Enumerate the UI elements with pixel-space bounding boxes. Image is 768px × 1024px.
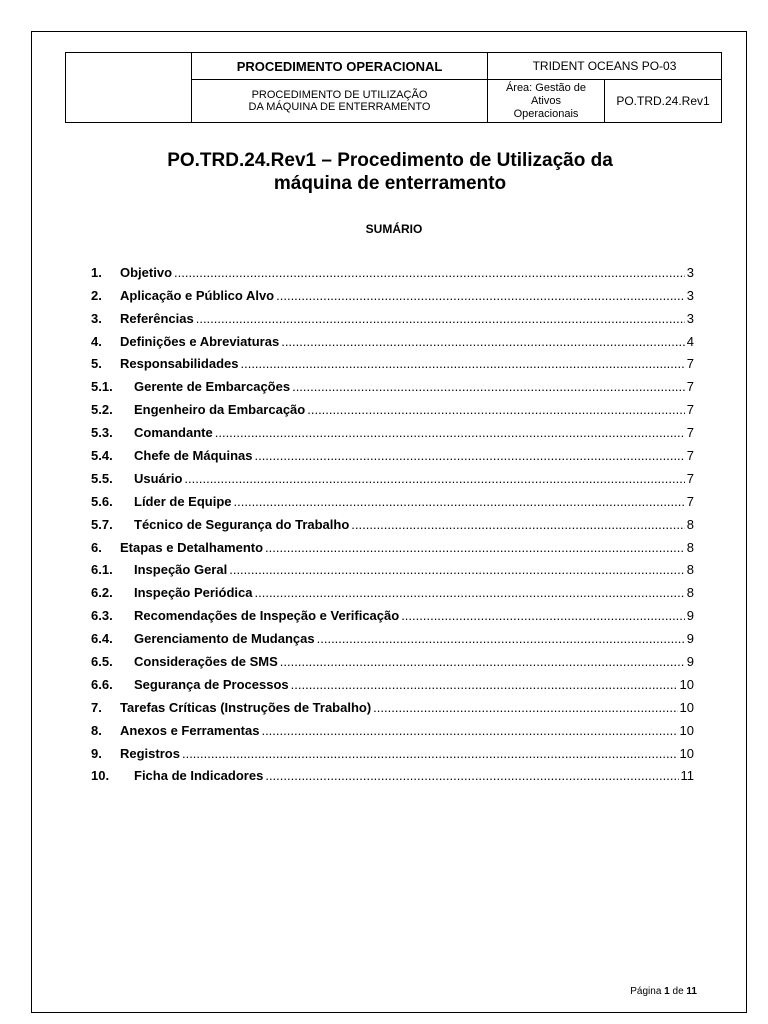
toc-dot-leader — [401, 608, 685, 623]
toc-item-label: Responsabilidades — [120, 356, 239, 372]
toc-dot-leader — [261, 723, 677, 738]
toc-item[interactable] — [91, 509, 694, 532]
toc-item-number: 9. — [91, 745, 102, 761]
toc-item-number: 8. — [91, 722, 102, 738]
header-area — [488, 80, 605, 123]
toc-item-page: 10 — [679, 699, 694, 715]
toc-dot-leader — [280, 654, 685, 669]
toc-item[interactable] — [91, 646, 694, 669]
header-doc-code: PO.TRD.24.Rev1 — [605, 80, 722, 123]
toc-dot-leader — [234, 494, 685, 509]
toc-item-number: 5.5. — [91, 470, 113, 486]
toc-item-label: Engenheiro da Embarcação — [134, 402, 306, 418]
toc-item-page: 10 — [679, 745, 694, 761]
document-title-line2: máquina de enterramento — [273, 173, 507, 194]
toc-item[interactable] — [91, 463, 694, 486]
toc-dot-leader — [215, 425, 685, 440]
toc-item-page: 4 — [686, 333, 694, 349]
toc-item-label: Comandante — [134, 425, 213, 441]
toc-item-page: 3 — [686, 310, 694, 326]
toc-dot-leader — [255, 585, 685, 600]
toc-item[interactable] — [91, 371, 694, 394]
toc-item-number: 1. — [91, 264, 102, 280]
table-of-contents — [91, 257, 694, 783]
toc-item-number: 5.2. — [91, 402, 113, 418]
toc-dot-leader — [307, 402, 685, 417]
toc-item[interactable] — [91, 555, 694, 578]
toc-item-number: 7. — [91, 699, 102, 715]
header-subtitle — [192, 80, 488, 123]
toc-item-label: Segurança de Processos — [134, 676, 289, 692]
toc-item-page: 8 — [686, 585, 694, 601]
header-subtitle-line2: DA MÁQUINA DE ENTERRAMENTO — [248, 101, 431, 113]
toc-dot-leader — [351, 517, 684, 532]
toc-item-number: 10. — [91, 768, 110, 784]
toc-item-number: 6.4. — [91, 631, 113, 647]
toc-item[interactable] — [91, 577, 694, 600]
footer-current-page: 1 — [664, 986, 670, 997]
toc-dot-leader — [265, 540, 685, 555]
footer-total-pages: 11 — [686, 986, 697, 997]
toc-heading: SUMÁRIO — [365, 222, 423, 236]
toc-item-page: 3 — [686, 287, 694, 303]
toc-item-number: 6. — [91, 539, 102, 555]
toc-item-number: 6.2. — [91, 585, 113, 601]
toc-item[interactable] — [91, 303, 694, 326]
toc-item-label: Etapas e Detalhamento — [120, 539, 264, 555]
toc-item-label: Inspeção Geral — [134, 562, 228, 578]
header-title: PROCEDIMENTO OPERACIONAL — [192, 53, 488, 80]
document-title — [100, 149, 680, 195]
toc-item-label: Definições e Abreviaturas — [120, 333, 280, 349]
toc-item-page: 8 — [686, 562, 694, 578]
header-area-line2: Ativos — [531, 94, 561, 107]
toc-item-page: 7 — [686, 425, 694, 441]
header-area-line1: Área: Gestão de — [505, 81, 587, 94]
toc-item-page: 9 — [686, 608, 694, 624]
toc-item-label: Aplicação e Público Alvo — [120, 287, 275, 303]
toc-item-page: 7 — [686, 448, 694, 464]
toc-item[interactable] — [91, 349, 694, 372]
toc-item[interactable] — [91, 532, 694, 555]
toc-item-page: 9 — [686, 654, 694, 670]
toc-item[interactable] — [91, 761, 694, 784]
toc-item-number: 6.1. — [91, 562, 113, 578]
toc-item-number: 6.5. — [91, 654, 113, 670]
logo-cell — [66, 53, 192, 123]
header-subtitle-line1: PROCEDIMENTO DE UTILIZAÇÃO — [251, 89, 428, 101]
toc-item-page: 7 — [686, 493, 694, 509]
toc-dot-leader — [373, 700, 677, 715]
toc-item[interactable] — [91, 257, 694, 280]
toc-dot-leader — [184, 471, 684, 486]
toc-item-label: Recomendações de Inspeção e Verificação — [134, 608, 400, 624]
footer-page-word: Página — [630, 986, 662, 997]
toc-item-label: Gerenciamento de Mudanças — [134, 631, 315, 647]
toc-item-number: 5.1. — [91, 379, 113, 395]
toc-dot-leader — [229, 562, 685, 577]
toc-item-label: Anexos e Ferramentas — [120, 722, 260, 738]
toc-item[interactable] — [91, 669, 694, 692]
toc-item-page: 7 — [686, 356, 694, 372]
toc-dot-leader — [182, 746, 678, 761]
header-company-code: TRIDENT OCEANS PO-03 — [488, 53, 722, 80]
toc-item[interactable] — [91, 692, 694, 715]
toc-item-number: 5.7. — [91, 516, 113, 532]
toc-item-label: Tarefas Críticas (Instruções de Trabalho) — [120, 699, 372, 715]
toc-item-page: 7 — [686, 379, 694, 395]
toc-item-label: Referências — [120, 310, 194, 326]
toc-item-label: Registros — [120, 745, 180, 761]
document-title-line1: PO.TRD.24.Rev1 – Procedimento de Utilização da — [167, 150, 613, 171]
toc-item[interactable] — [91, 326, 694, 349]
footer-of-word: de — [672, 986, 684, 997]
toc-item-page: 7 — [686, 470, 694, 486]
toc-dot-leader — [291, 677, 678, 692]
toc-item-label: Chefe de Máquinas — [134, 448, 253, 464]
toc-item[interactable] — [91, 600, 694, 623]
toc-item-label: Líder de Equipe — [134, 493, 232, 509]
toc-item-page: 9 — [686, 631, 694, 647]
toc-item-label: Ficha de Indicadores — [134, 768, 264, 784]
toc-dot-leader — [265, 768, 678, 783]
toc-item-label: Considerações de SMS — [134, 654, 278, 670]
toc-item-label: Técnico de Segurança do Trabalho — [134, 516, 350, 532]
toc-item[interactable] — [91, 280, 694, 303]
toc-item-number: 3. — [91, 310, 102, 326]
toc-item[interactable] — [91, 715, 694, 738]
toc-item-page: 8 — [686, 516, 694, 532]
toc-dot-leader — [196, 311, 685, 326]
toc-dot-leader — [292, 379, 685, 394]
toc-item-number: 5.4. — [91, 448, 113, 464]
toc-item[interactable] — [91, 623, 694, 646]
toc-dot-leader — [317, 631, 685, 646]
toc-item-page: 11 — [680, 768, 694, 784]
toc-item-page: 10 — [679, 676, 694, 692]
toc-item[interactable] — [91, 440, 694, 463]
document-header-table — [65, 52, 722, 123]
toc-item-label: Objetivo — [120, 264, 173, 280]
toc-item[interactable] — [91, 394, 694, 417]
toc-item-page: 7 — [686, 402, 694, 418]
toc-dot-leader — [174, 265, 685, 280]
toc-item-label: Gerente de Embarcações — [134, 379, 291, 395]
toc-item[interactable] — [91, 486, 694, 509]
toc-item-label: Inspeção Periódica — [134, 585, 253, 601]
toc-item-page: 10 — [679, 722, 694, 738]
toc-item-number: 4. — [91, 333, 102, 349]
toc-item-number: 6.6. — [91, 676, 113, 692]
toc-item[interactable] — [91, 738, 694, 761]
toc-dot-leader — [254, 448, 684, 463]
toc-item-page: 8 — [686, 539, 694, 555]
toc-item-number: 6.3. — [91, 608, 113, 624]
toc-item-label: Usuário — [134, 470, 183, 486]
header-area-line3: Operacionais — [513, 107, 579, 120]
toc-item-page: 3 — [686, 264, 694, 280]
toc-dot-leader — [281, 334, 685, 349]
toc-dot-leader — [276, 288, 685, 303]
toc-item-number: 5.3. — [91, 425, 113, 441]
page-footer — [630, 986, 697, 997]
toc-item-number: 5.6. — [91, 493, 113, 509]
toc-item-number: 2. — [91, 287, 102, 303]
toc-item-number: 5. — [91, 356, 102, 372]
toc-item[interactable] — [91, 417, 694, 440]
toc-dot-leader — [240, 356, 684, 371]
